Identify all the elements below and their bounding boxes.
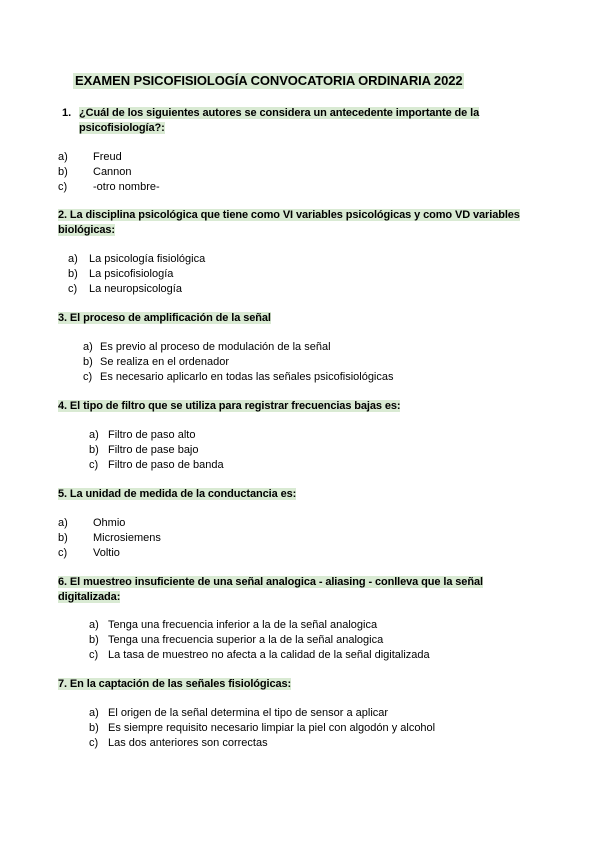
question-4-text: [58, 399, 400, 414]
option-letter: a): [68, 253, 78, 265]
option-letter: b): [89, 634, 99, 646]
question-6-label: 6. El muestreo insuficiente de una señal analogica - aliasing - conlleva que la señal digitalizada:: [58, 576, 483, 603]
option-letter: b): [58, 532, 68, 544]
option-text: La neuropsicología: [89, 283, 182, 295]
option-letter: a): [89, 707, 99, 719]
option-text: Es previo al proceso de modulación de la señal: [100, 341, 331, 353]
question-5-label: 5. La unidad de medida de la conductancia es:: [58, 488, 297, 500]
option-text: Es siempre requisito necesario limpiar la piel con algodón y alcohol: [108, 722, 436, 734]
question-5-text: [58, 487, 296, 502]
option-text: -otro nombre-: [93, 181, 160, 193]
option-text: Es necesario aplicarlo en todas las señales psicofisiológicas: [100, 371, 394, 383]
option-letter: b): [68, 268, 78, 280]
question-1-text: [79, 106, 509, 136]
option-text: La tasa de muestreo no afecta a la calidad de la señal digitalizada: [108, 649, 430, 661]
exam-title: EXAMEN PSICOFISIOLOGÍA CONVOCATORIA ORDINARIA 2022: [75, 73, 463, 88]
option-letter: a): [58, 517, 68, 529]
option-text: Tenga una frecuencia superior a la de la señal analogica: [108, 634, 384, 646]
option-letter: c): [89, 737, 99, 749]
option-text: Se realiza en el ordenador: [100, 356, 230, 368]
option-letter: b): [89, 444, 99, 456]
option-letter: a): [58, 151, 68, 163]
option-letter: c): [68, 283, 78, 295]
option-text: La psicología fisiológica: [89, 253, 206, 265]
option-text: Cannon: [93, 166, 132, 178]
option-letter: a): [89, 619, 99, 631]
question-4-label: 4. El tipo de filtro que se utiliza para registrar frecuencias bajas es:: [58, 400, 401, 412]
option-text: Voltio: [93, 547, 120, 559]
option-letter: b): [83, 356, 93, 368]
option-letter: c): [58, 181, 68, 193]
option-letter: b): [58, 166, 68, 178]
question-7-label: 7. En la captación de las señales fisiológicas:: [58, 678, 292, 690]
option-letter: c): [89, 649, 99, 661]
option-text: Filtro de pase bajo: [108, 444, 199, 456]
option-text: Filtro de paso de banda: [108, 459, 224, 471]
option-text: Tenga una frecuencia inferior a la de la señal analogica: [108, 619, 378, 631]
question-1-label: ¿Cuál de los siguientes autores se considera un antecedente importante de la psicofisiología?:: [79, 107, 480, 134]
question-3-text: [58, 311, 271, 326]
option-letter: c): [83, 371, 93, 383]
option-text: La psicofisiología: [89, 268, 174, 280]
question-2-label: 2. La disciplina psicológica que tiene como VI variables psicológicas y como VD variables biológicas:: [58, 209, 520, 236]
option-letter: c): [89, 459, 99, 471]
option-letter: a): [83, 341, 93, 353]
option-text: Microsiemens: [93, 532, 161, 544]
option-text: Freud: [93, 151, 122, 163]
option-text: El origen de la señal determina el tipo de sensor a aplicar: [108, 707, 389, 719]
question-6-text: [58, 575, 528, 605]
question-7-text: [58, 677, 291, 692]
question-3-label: 3. El proceso de amplificación de la señal: [58, 312, 271, 324]
option-text: Ohmio: [93, 517, 126, 529]
question-1-number: 1.: [62, 107, 72, 119]
option-text: Filtro de paso alto: [108, 429, 196, 441]
option-letter: b): [89, 722, 99, 734]
option-letter: c): [58, 547, 68, 559]
option-text: Las dos anteriores son correctas: [108, 737, 268, 749]
option-letter: a): [89, 429, 99, 441]
question-2-text: [58, 208, 538, 238]
